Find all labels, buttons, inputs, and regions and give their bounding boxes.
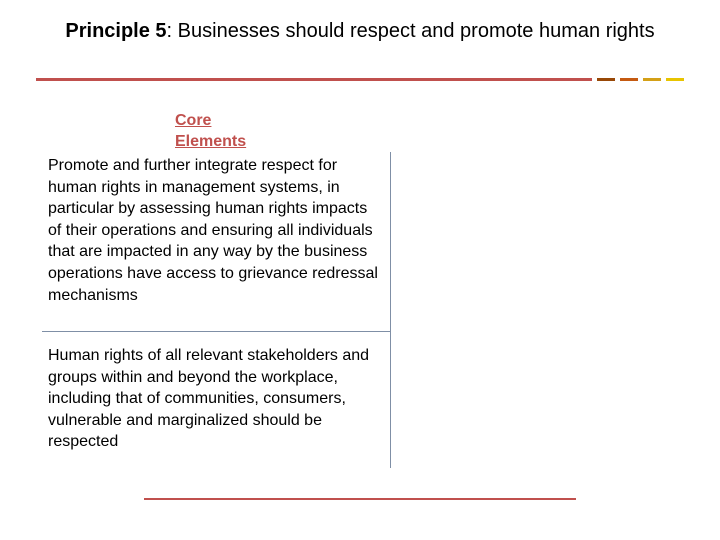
accent-dash <box>620 78 638 81</box>
accent-dash <box>643 78 661 81</box>
core-elements-box <box>42 152 391 468</box>
core-element-item: Human rights of all relevant stakeholders and groups within and beyond the workplace, including that of communities, consumers, vulnerable and marginalized should be respected <box>48 347 370 451</box>
principle-text: : Businesses should respect and promote human rights <box>166 20 655 42</box>
heading-line-1: Core <box>175 112 212 129</box>
accent-dash <box>666 78 684 81</box>
title-underline <box>36 78 592 81</box>
heading-line-2: Elements <box>175 133 247 150</box>
footer-rule <box>144 498 576 500</box>
element-divider <box>42 331 390 332</box>
core-element-item: Promote and further integrate respect for human rights in management systems, in particular by assessing human rights impacts of their operations and ensuring all individuals that are impacted in any way by the business operations have access to grievance redressal mechanisms <box>48 157 378 304</box>
accent-dash <box>597 78 615 81</box>
core-elements-heading <box>175 110 246 152</box>
slide-title <box>40 17 680 45</box>
principle-number: Principle 5 <box>65 20 167 42</box>
